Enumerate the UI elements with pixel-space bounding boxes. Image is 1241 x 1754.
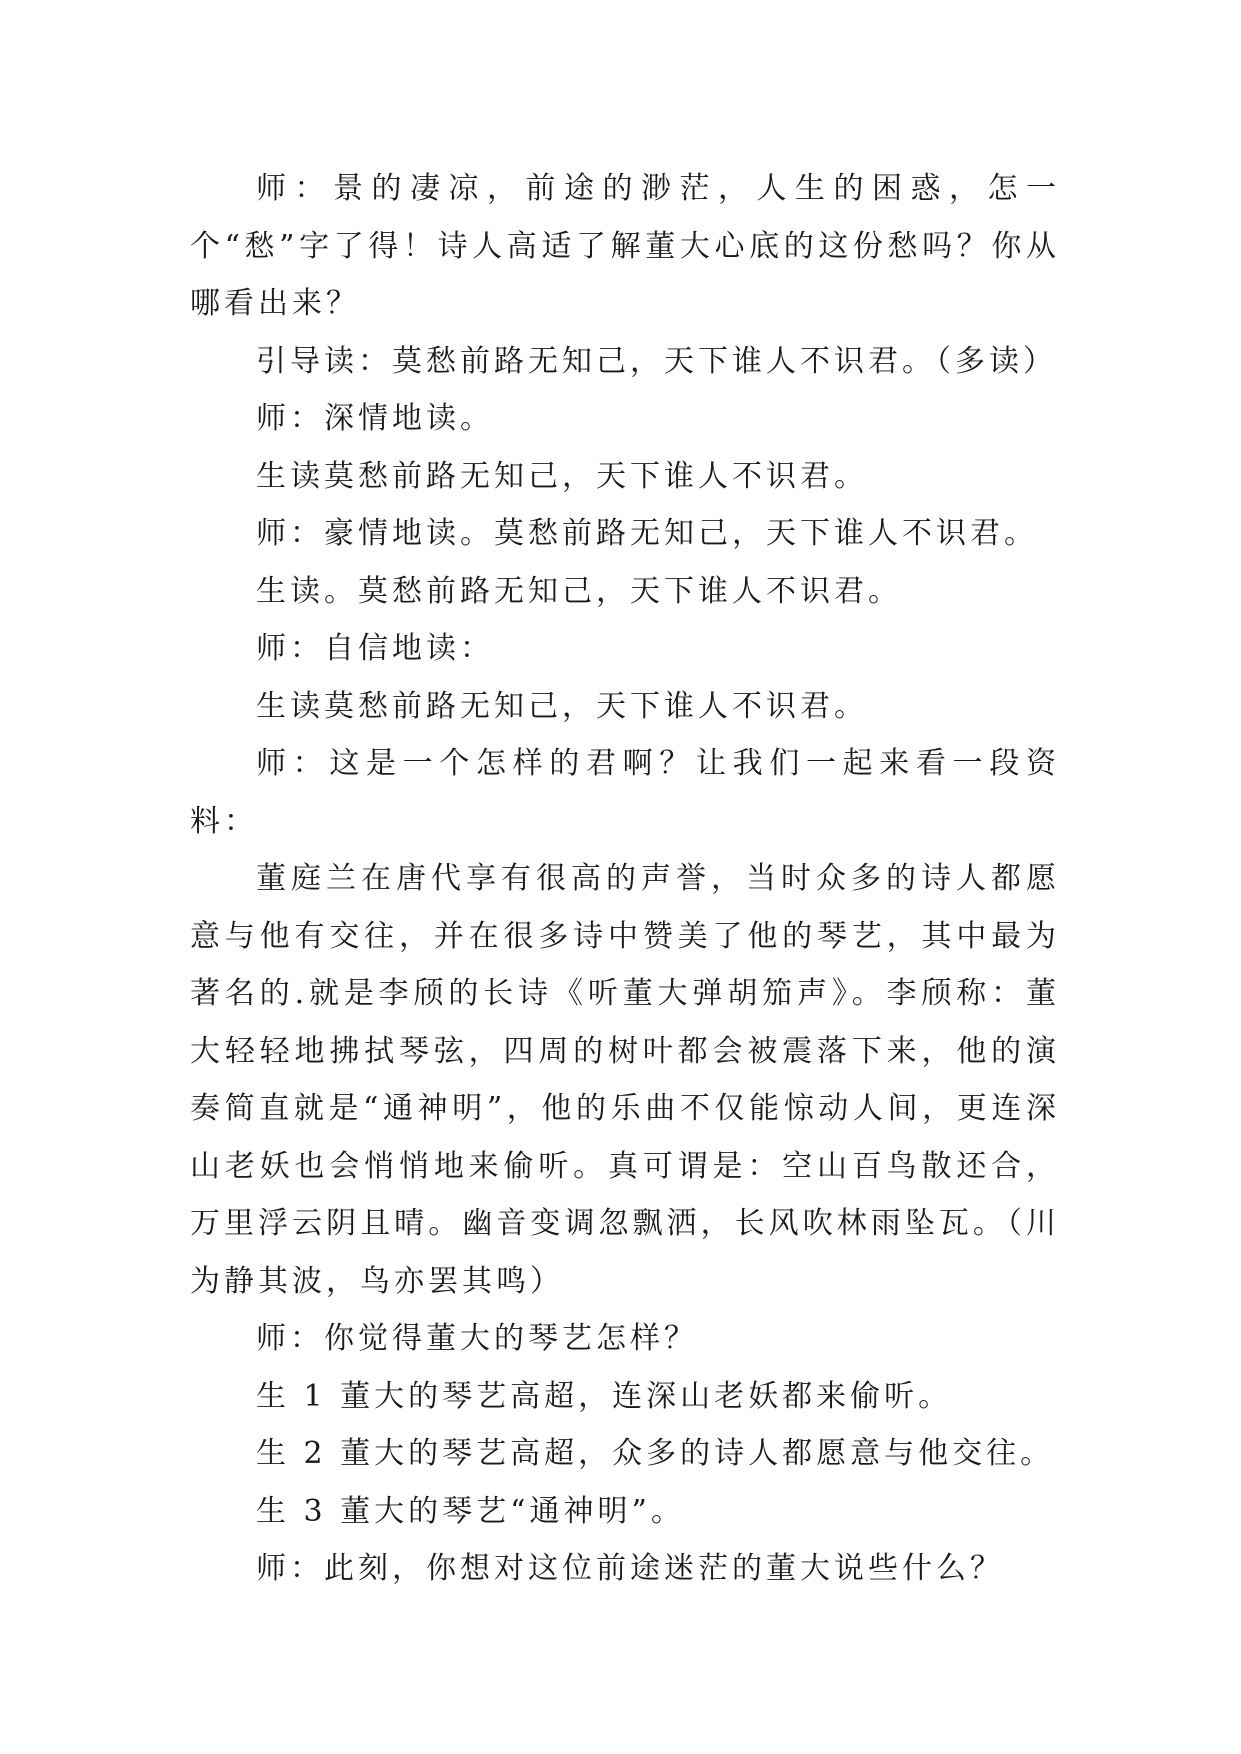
paragraph-7: 师：自信地读： [256, 631, 494, 666]
paragraph-14: 生 3 董大的琴艺“通神明”。 [256, 1493, 685, 1529]
paragraph-5: 师：豪情地读。莫愁前路无知己，天下谁人不识君。 [256, 516, 1038, 551]
paragraph-6: 生读。莫愁前路无知己，天下谁人不识君。 [256, 573, 902, 609]
paragraph-12: 生 1 董大的琴艺高超，连深山老妖都来偷听。 [256, 1378, 953, 1414]
paragraph-8: 生读莫愁前路无知己，天下谁人不识君。 [256, 688, 868, 724]
paragraph-13: 生 2 董大的琴艺高超，众多的诗人都愿意与他交往。 [256, 1436, 1055, 1471]
paragraph-9: 师：这是一个怎样的君啊？让我们一起来看一段资料： [190, 746, 1060, 839]
paragraph-15: 师：此刻，你想对这位前途迷茫的董大说些什么？ [256, 1551, 1004, 1586]
document-body [190, 160, 1060, 1598]
paragraph-4: 生读莫愁前路无知己，天下谁人不识君。 [256, 458, 868, 494]
paragraph-3: 师：深情地读。 [256, 401, 494, 436]
paragraph-11: 师：你觉得董大的琴艺怎样？ [256, 1321, 698, 1356]
paragraph-2: 引导读：莫愁前路无知己，天下谁人不识君。（多读） [256, 343, 1057, 379]
paragraph-10: 董庭兰在唐代享有很高的声誉，当时众多的诗人都愿意与他有交往，并在很多诗中赞美了他的琴艺，其中最为著名的.就是李颀的长诗《听董大弹胡笳声》。李颀称：董大轻轻地拂拭琴弦，四周的树叶都会被震落下来，他的演奏简直就是“通神明”，他的乐曲不仅能惊动人间，更连深山老妖也会悄悄地来偷听。真可谓是：空山百鸟散还合，万里浮云阴且晴。幽音变调忽飘洒，长风吹林雨坠瓦。（川为静其波，鸟亦罢其鸣） [190, 861, 1060, 1299]
paragraph-1: 师：景的凄凉，前途的渺茫，人生的困惑，怎一个“愁”字了得！诗人高适了解董大心底的这份愁吗？你从哪看出来？ [190, 171, 1060, 321]
